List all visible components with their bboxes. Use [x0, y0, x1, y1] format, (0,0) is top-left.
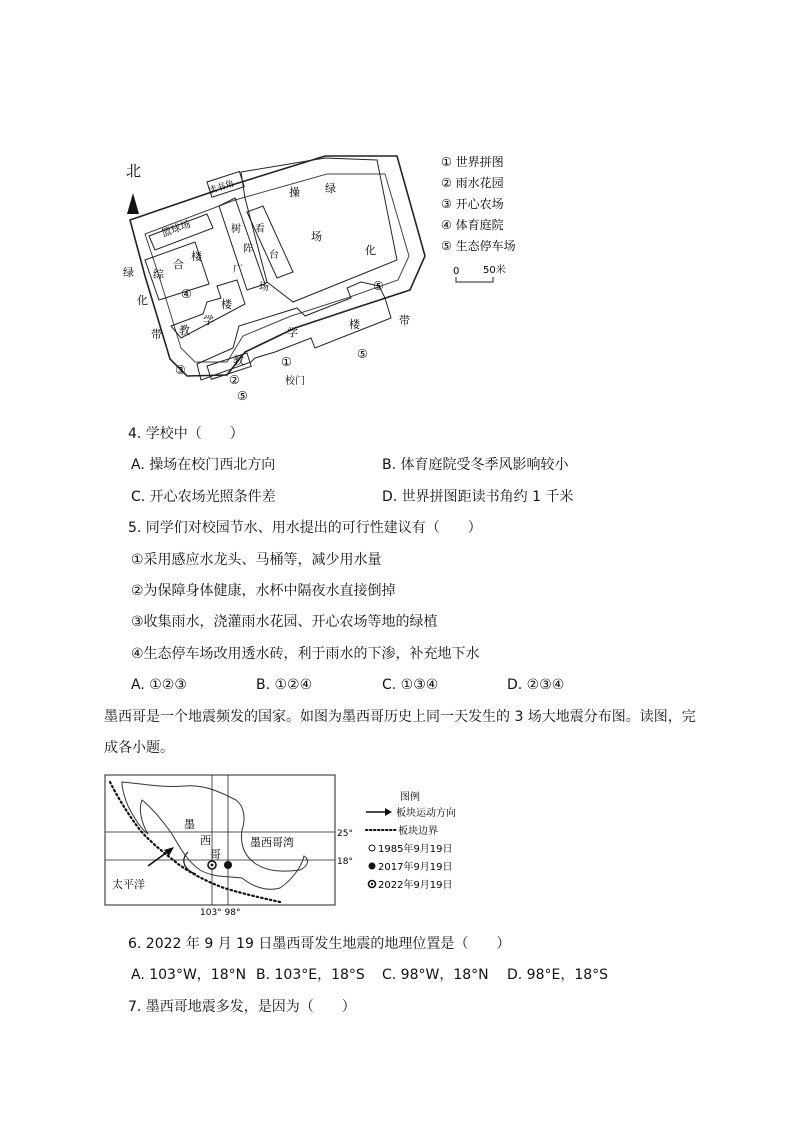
q5-option-a[interactable]: A. ①②③ [131, 677, 187, 693]
label-playground-1: 操 [289, 186, 300, 199]
q4-option-c[interactable]: C. 开心农场光照条件差 [131, 489, 276, 505]
label-zonghe-2: 合 [173, 258, 184, 271]
label-xi: 西 [200, 834, 211, 847]
q5-item-2: ②为保障身体健康，水杯中隔夜水直接倒掉 [131, 583, 396, 599]
label-lat25: 25° [337, 829, 353, 839]
legend-2017-icon [369, 863, 376, 870]
q6-option-b[interactable]: B. 103°E，18°S [256, 967, 365, 983]
legend-arrowhead-icon [385, 808, 392, 816]
q6-option-c[interactable]: C. 98°W，18°N [382, 967, 489, 983]
label-m5a: ⑤ [373, 279, 384, 293]
label-green-top: 绿 [325, 182, 336, 195]
legend-arrow-label: 板块运动方向 [396, 808, 456, 819]
label-shu: 树 [231, 224, 241, 235]
quake-2022-marker-center [211, 864, 214, 867]
legend-2022-icon-center [371, 883, 373, 885]
legend-item-4: ④ 体育庭院 [441, 218, 504, 232]
label-xue-mid: 学 [287, 326, 298, 339]
q6-option-d[interactable]: D. 98°E，18°S [507, 967, 609, 983]
label-lon: 103° 98° [200, 908, 241, 918]
q4-option-b[interactable]: B. 体育庭院受冬季风影响较小 [382, 457, 569, 473]
legend-boundary-label: 板块边界 [398, 826, 438, 837]
label-lou-right: 楼 [349, 318, 360, 331]
label-xue-left: 学 [203, 314, 214, 327]
scale-distance: 50米 [483, 265, 506, 276]
coast-arrow-icon [184, 852, 196, 874]
label-mo: 墨 [184, 818, 195, 831]
q5-item-1: ①采用感应水龙头、马桶等，减少用水量 [131, 552, 382, 568]
q4-option-d[interactable]: D. 世界拼图距读书角约 1 千米 [382, 489, 574, 505]
q5-option-d[interactable]: D. ②③④ [507, 677, 565, 693]
north-arrow-icon [127, 193, 139, 214]
campus-map [115, 148, 525, 412]
north-label: 北 [126, 162, 142, 180]
legend-title: 图例 [400, 792, 420, 803]
label-ge: 哥 [210, 848, 221, 861]
q5-item-3: ③收集雨水，浇灌雨水花园、开心农场等地的绿植 [131, 614, 438, 630]
label-guang: 广 [233, 264, 243, 275]
label-chang: 场 [259, 282, 269, 293]
label-jiao-bottom: 教 [233, 354, 244, 367]
scale-zero: 0 [453, 266, 460, 277]
legend-item-3: ③ 开心农场 [441, 197, 504, 211]
label-m4: ④ [181, 287, 192, 301]
quake-2017-marker [224, 861, 232, 869]
legend-item-1: ① 世界拼图 [441, 155, 504, 169]
tree-square [219, 198, 265, 290]
q5-option-b[interactable]: B. ①②④ [256, 677, 313, 693]
q6-stem: 6. 2022 年 9 月 19 日墨西哥发生地震的地理位置是（ ） [128, 936, 511, 952]
intro-line-2: 成各小题。 [104, 740, 174, 756]
label-dai-left: 带 [151, 328, 162, 341]
label-hua-left: 化 [137, 294, 148, 307]
label-m5b: ⑤ [357, 347, 368, 361]
label-lou-left: 楼 [221, 298, 232, 311]
label-pacific: 太平洋 [112, 878, 145, 891]
legend-2022-label: 2022年9月19日 [378, 880, 453, 891]
scale-bar [456, 277, 493, 282]
legend-2017-label: 2017年9月19日 [378, 862, 453, 873]
q5-stem: 5. 同学们对校园节水、用水提出的可行性建议有（ ） [128, 520, 482, 536]
label-basketball: 篮球场 [160, 219, 193, 240]
mexico-map [104, 774, 456, 918]
legend-item-5: ⑤ 生态停车场 [441, 239, 516, 253]
q7-stem: 7. 墨西哥地震多发，是因为（ ） [128, 999, 356, 1015]
label-playground-2: 场 [311, 230, 322, 243]
legend-1985-label: 1985年9月19日 [378, 844, 453, 855]
intro-line-1: 墨西哥是一个地震频发的国家。如图为墨西哥历史上同一天发生的 3 场大地震分布图。读图，完 [104, 709, 696, 725]
q4-option-a[interactable]: A. 操场在校门西北方向 [131, 457, 276, 473]
legend-1985-icon [369, 845, 375, 851]
label-hua-right-top: 化 [365, 244, 376, 257]
legend-item-2: ② 雨水花园 [441, 176, 504, 190]
q4-stem: 4. 学校中（ ） [128, 426, 244, 442]
label-lv-left: 绿 [123, 266, 134, 279]
label-reading-corner: 读书角 [206, 178, 236, 197]
q5-option-c[interactable]: C. ①③④ [382, 677, 439, 693]
label-m1: ① [281, 355, 292, 369]
label-m3: ③ [175, 363, 186, 377]
label-jiao-left: 教 [179, 324, 190, 337]
q6-option-a[interactable]: A. 103°W，18°N [131, 967, 247, 983]
label-m5c: ⑤ [237, 389, 248, 403]
stands [247, 206, 293, 278]
label-zonghe-3: 楼 [191, 250, 202, 263]
label-m2: ② [229, 373, 240, 387]
label-dai-right: 带 [399, 314, 410, 327]
label-zhen: 阵 [243, 244, 253, 255]
label-zonghe-1: 综 [153, 268, 164, 281]
label-gulf: 墨西哥湾 [250, 836, 294, 849]
label-lat18: 18° [337, 857, 353, 867]
label-gate: 校门 [285, 376, 305, 387]
label-tai: 台 [269, 250, 279, 261]
q5-item-4: ④生态停车场改用透水砖，利于雨水的下渗，补充地下水 [131, 646, 480, 662]
label-kan: 看 [255, 224, 265, 235]
